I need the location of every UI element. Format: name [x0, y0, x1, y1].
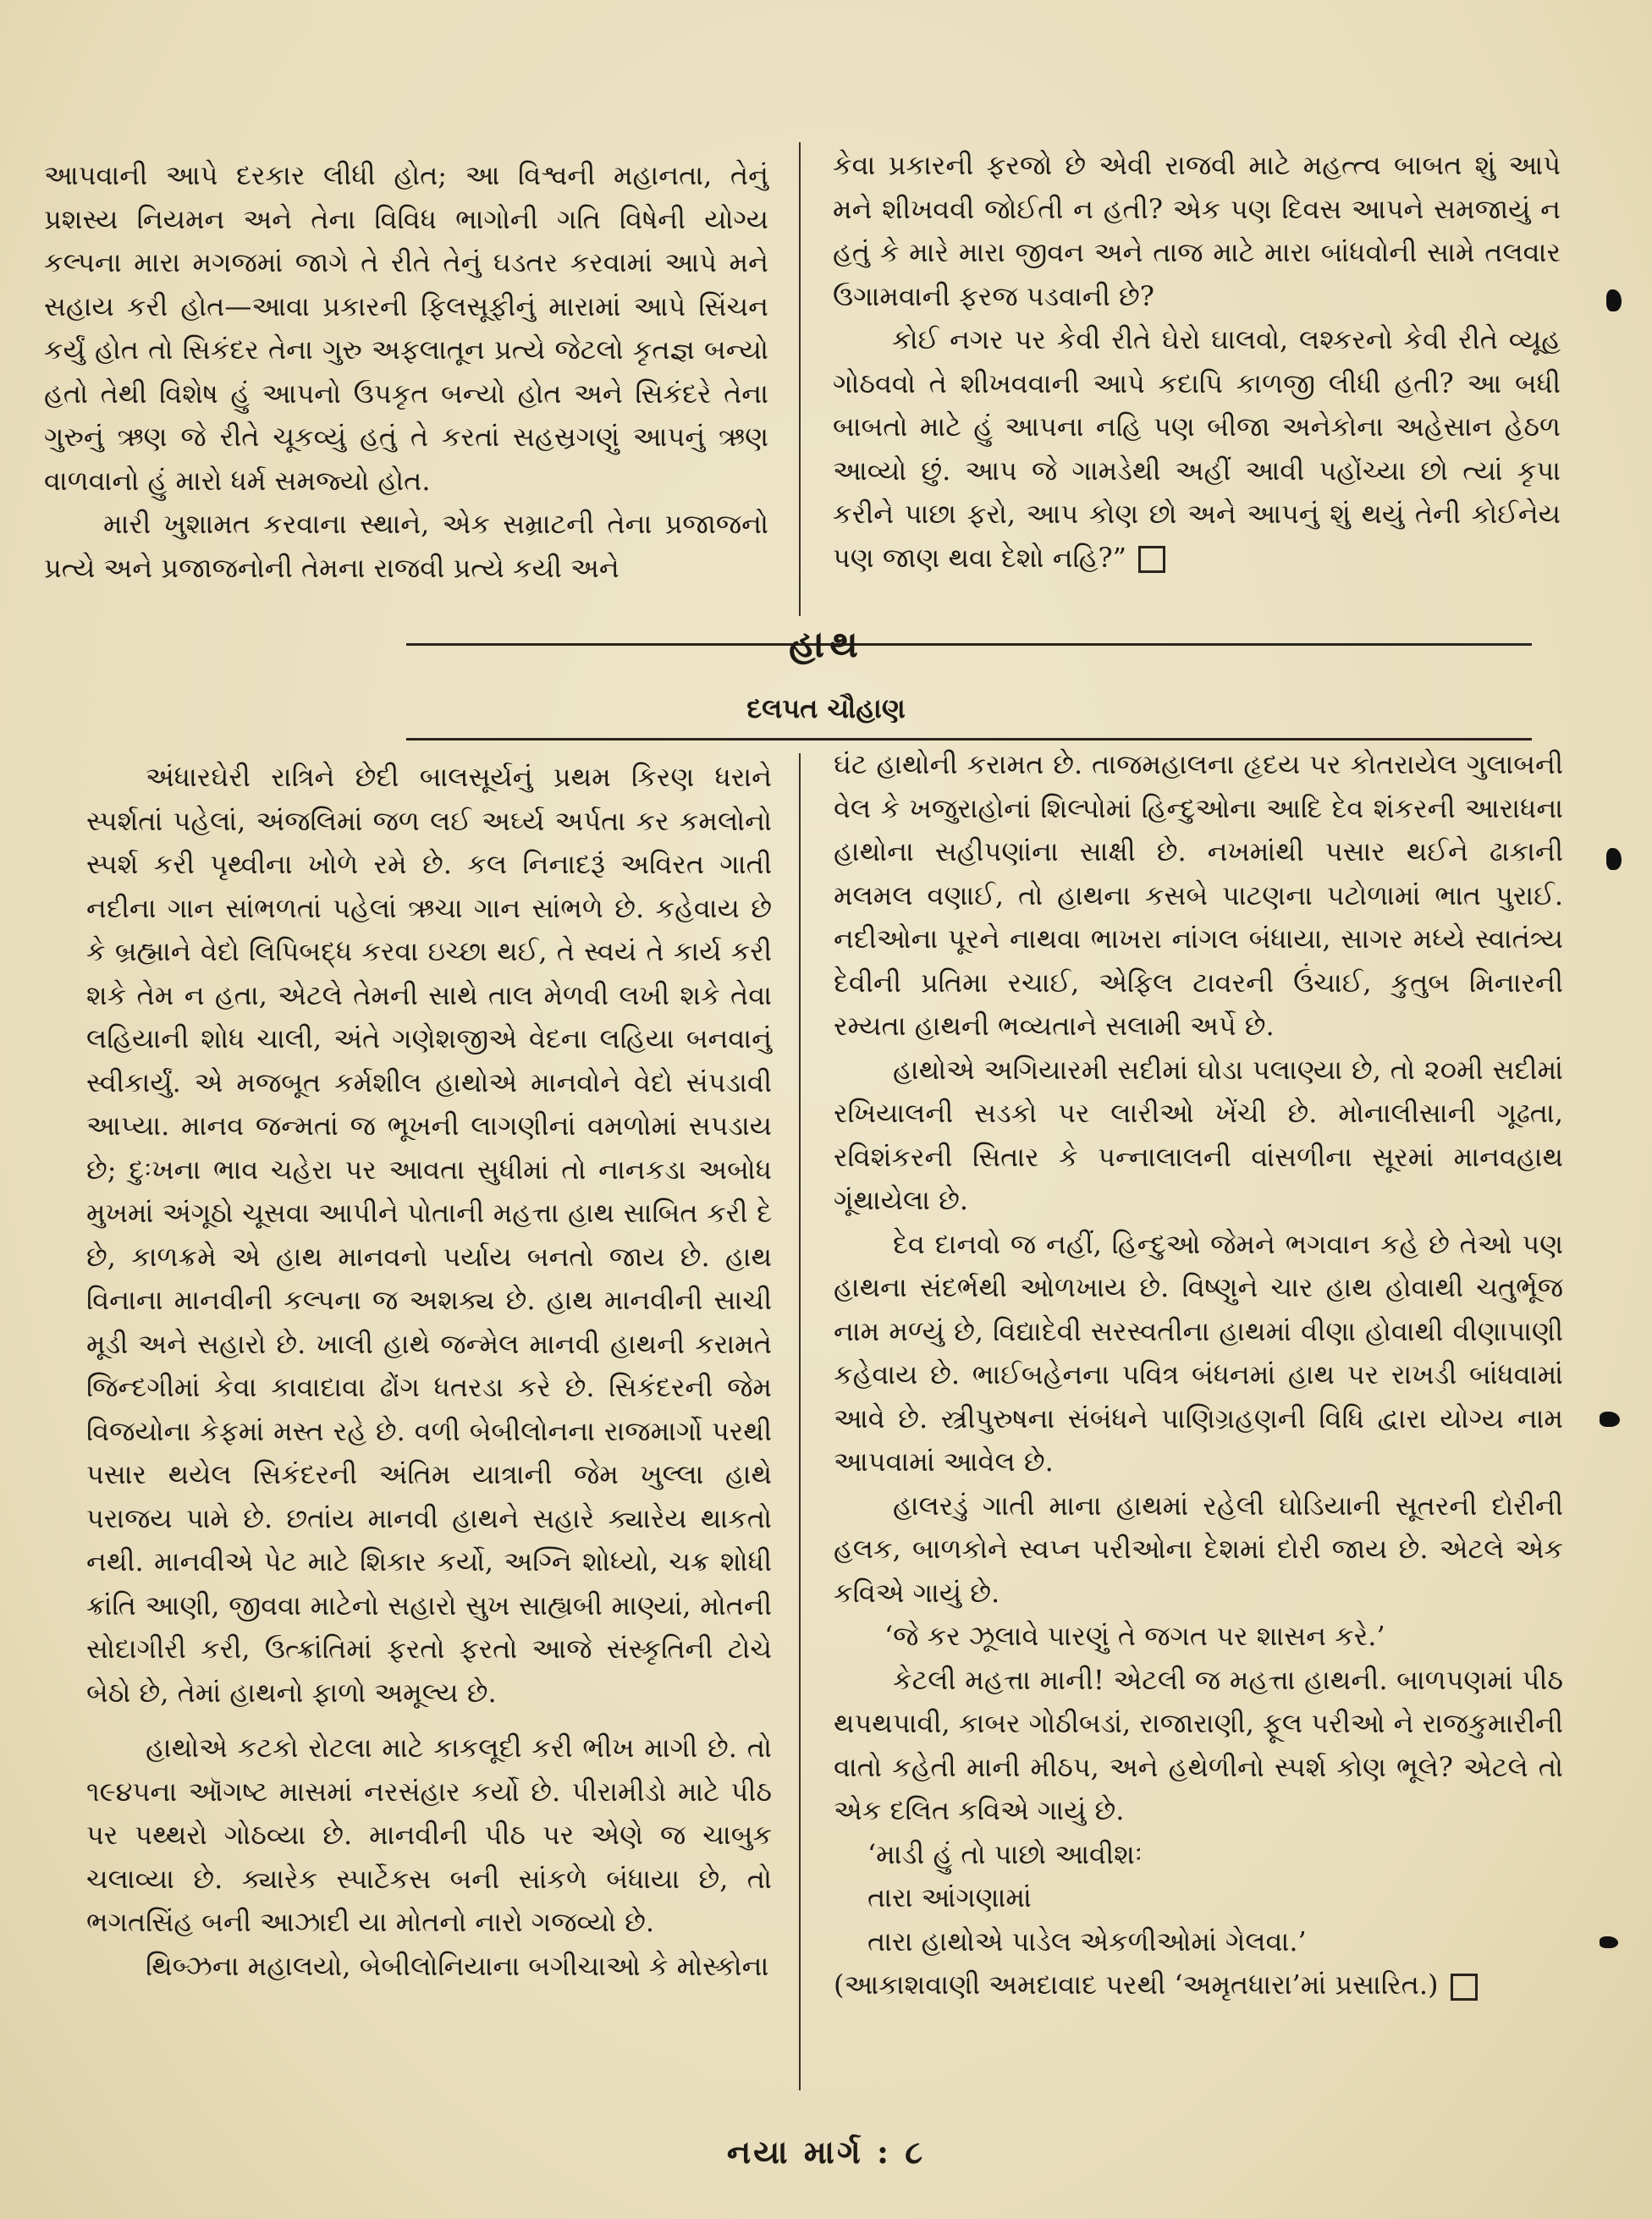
ink-mark: [1606, 848, 1622, 870]
paragraph: અંધારઘેરી રાત્રિને છેદી બાલસૂર્યનું પ્રથમ કિરણ ધરાને સ્પર્શતાં પહેલાં, અંજલિમાં જળ લઈ અર્ઘ્ય અર્પતા કર કમલોનો સ્પર્શ કરી પૃથ્વીના ખોળે રમે છે. કલ નિનાદરૂં અવિરત ગાતી નદીના ગાન સાંભળતાં પહેલાં ઋચા ગાન સાંભળે છે. કહેવાય છે કે બ્રહ્માને વેદો લિપિબદ્ધ કરવા ઇચ્છા થઈ, તે સ્વયં તે કાર્ય કરી શકે તેમ ન હતા, એટલે તેમની સાથે તાલ મેળવી લખી શકે તેવા લહિયાની શોધ ચાલી, અંતે ગણેશજીએ વેદના લહિયા બનવાનું સ્વીકાર્યું. એ મજબૂત કર્મશીલ હાથોએ માનવોને વેદો સંપડાવી આપ્યા. માનવ જન્મતાં જ ભૂખની લાગણીનાં વમળોમાં સપડાય છે; દુઃખના ભાવ ચહેરા પર આવતા સુધીમાં તો નાનકડા અબોધ મુખમાં અંગૂઠો ચૂસવા આપીને પોતાની મહત્તા હાથ સાબિત કરી દે છે, કાળક્રમે એ હાથ માનવનો પર્યાય બનતો જાય છે. હાથ વિનાના માનવીની કલ્પના જ અશક્ય છે. હાથ માનવીની સાચી મૂડી અને સહારો છે. ખાલી હાથે જન્મેલ માનવી હાથની કરામતે જિન્દગીમાં કેવા કાવાદાવા ઢોંગ ધતરડા કરે છે. સિકંદરની જેમ વિજયોના કેફમાં મસ્ત રહે છે. વળી બેબીલોનના રાજમાર્ગો પરથી પસાર થયેલ સિકંદરની અંતિમ યાત્રાની જેમ ખુલ્લા હાથે પરાજય પામે છે. છતાંય માનવી હાથને સહારે ક્યારેય થાકતો નથી. માનવીએ પેટ માટે શિકાર કર્યો, અગ્નિ શોધ્યો, ચક્ર શોધી ક્રાંતિ આણી, જીવવા માટેનો સહારો સુખ સાહ્યબી માણ્યાં, મોતની સોદાગીરી કરી, ઉત્ક્રાંતિમાં ફરતો ફરતો આજે સંસ્કૃતિની ટોચે બેઠો છે, તેમાં હાથનો ફાળો અમૂલ્ય છે.: [86, 761, 772, 1709]
paragraph: ઘંટ હાથોની કરામત છે. તાજમહાલના હૃદય પર કોતરાયેલ ગુલાબની વેલ કે ખજુરાહોનાં શિલ્પોમાં હિન્દુઓના આદિ દેવ શંકરની આરાધના હાથોના સહીપણાંના સાક્ષી છે. નખમાંથી પસાર થઈને ઢાકાની મલમલ વણાઈ, તો હાથના કસબે પાટણના પટોળામાં ભાત પુરાઈ. નદીઓના પૂરને નાથવા ભાખરા નાંગલ બંધાયા, સાગર મધ્યે સ્વાતંત્ર્ય દેવીની પ્રતિમા રચાઈ, એફિલ ટાવરની ઉંચાઈ, કુતુબ મિનારની રમ્યતા હાથની ભવ્યતાને સલામી અર્પે છે.: [834, 748, 1563, 1042]
broadcast-credit: [834, 1963, 1563, 2007]
bottom-right-column: [834, 743, 1563, 2007]
quote-line: ‘જે કર ઝૂલાવે પારણું તે જગત પર શાસન કરે.’: [884, 1620, 1385, 1652]
paragraph: આપવાની આપે દરકાર લીધી હોત; આ વિશ્વની મહાનતા, તેનું પ્રશસ્ય નિયમન અને તેના વિવિધ ભાગોની ગતિ વિષેની યોગ્ય કલ્પના મારા મગજમાં જાગે તે રીતે તેનું ઘડતર કરવામાં આપે મને સહાય કરી હોત—આવા પ્રકારની ફિલસૂફીનું મારામાં આપે સિંચન કર્યું હોત તો સિકંદર તેના ગુરુ અફલાતૂન પ્રત્યે જેટલો કૃતજ્ઞ બન્યો હતો તેથી વિશેષ હું આપનો ઉપકૃત બન્યો હોત અને સિકંદરે તેના ગુરુનું ઋણ જે રીતે ચૂકવ્યું હતું તે કરતાં સહસ્રગણું આપનું ઋણ વાળવાનો હું મારો ધર્મ સમજ્યો હોત.: [44, 159, 768, 497]
article-author: દલપત ચૌહાણ: [746, 692, 906, 724]
paragraph-with-end-mark: [833, 318, 1561, 580]
paragraph: થિબ્ઝના મહાલયો, બેબીલોનિયાના બગીચાઓ કે મોસ્કોના: [146, 1949, 769, 1982]
top-right-column: [833, 144, 1561, 580]
end-of-article-box: [1451, 1974, 1478, 2001]
poem-line: તારા આંગણામાં: [867, 1881, 1032, 1913]
paragraph-text: કોઈ નગર પર કેવી રીતે ઘેરો ઘાલવો, લશ્કરનો કેવી રીતે વ્યૂહ ગોઠવવો તે શીખવવાની આપે કદાપિ કાળજી લીધી હતી? આ બધી બાબતો માટે હું આપના નહિ પણ બીજા અનેકોના અહેસાન હેઠળ આવ્યો છું. આપ જે ગામડેથી અહીં આવી પહોંચ્યા છો ત્યાં કૃપા કરીને પાછા ફરો, આપ કોણ છો અને આપનું શું થયું તેની કોઈનેય પણ જાણ થવા દેશો નહિ?”: [833, 323, 1561, 574]
paragraph: કેટલી મહત્તા માની! એટલી જ મહત્તા હાથની. બાળપણમાં પીઠ થપથપાવી, કાબર ગોઠીબડાં, રાજારાણી, ફૂલ પરીઓ ને રાજકુમારીની વાતો કહેતી માની મીઠપ, અને હથેળીનો સ્પર્શ કોણ ભૂલે? એટલે તો એક દલિત કવિએ ગાયું છે.: [834, 1663, 1563, 1826]
top-left-column: [44, 154, 768, 590]
paragraph: દેવ દાનવો જ નહીં, હિન્દુઓ જેમને ભગવાન કહે છે તેઓ પણ હાથના સંદર્ભથી ઓળખાય છે. વિષ્ણુને ચાર હાથ હોવાથી ચતુર્ભૂજ નામ મળ્યું છે, વિદ્યાદેવી સરસ્વતીના હાથમાં વીણા હોવાથી વીણાપાણી કહેવાય છે. ભાઈબહેનના પવિત્ર બંધનમાં હાથ પર રાખડી બાંધવામાં આવે છે. સ્ત્રીપુરુષના સંબંધને પાણિગ્રહણની વિધિ દ્વારા યોગ્ય નામ આપવામાં આવેલ છે.: [834, 1227, 1563, 1478]
end-of-article-box: [1138, 546, 1165, 573]
column-divider: [799, 142, 801, 616]
poem-line: તારા હાથોએ પાડેલ એકળીઓમાં ગેલવા.’: [867, 1924, 1307, 1957]
paragraph: કેવા પ્રકારની ફરજો છે એવી રાજવી માટે મહત્ત્વ બાબત શું આપે મને શીખવવી જોઈતી ન હતી? એક પણ દિવસ આપને સમજાયું ન હતું કે મારે મારા જીવન અને તાજ માટે મારા બાંધવોની સામે તલવાર ઉગામવાની ફરજ પડવાની છે?: [833, 149, 1561, 312]
credit-text: (આકાશવાણી અમદાવાદ પરથી ‘અમૃતધારા’માં પ્રસારિત.): [834, 1968, 1439, 2001]
ink-mark: [1600, 1412, 1620, 1427]
poem-line: ‘માડી હું તો પાછો આવીશઃ: [867, 1837, 1143, 1870]
ink-mark: [1606, 289, 1622, 311]
page-footer: નયા માર્ગ : ૮: [726, 2133, 926, 2171]
paragraph: હાલરડું ગાતી માના હાથમાં રહેલી ઘોડિયાની સૂતરની દોરીની હલક, બાળકોને સ્વપ્ન પરીઓના દેશમાં દોરી જાય છે. એટલે એક કવિએ ગાયું છે.: [834, 1489, 1563, 1609]
article-title: હાથ: [789, 623, 863, 666]
bottom-left-column: [86, 756, 772, 1988]
column-divider: [799, 753, 801, 2090]
paragraph: મારી ખુશામત કરવાના સ્થાને, એક સમ્રાટની તેના પ્રજાજનો પ્રત્યે અને પ્રજાજનોની તેમના રાજવી પ્રત્યે કયી અને: [44, 508, 768, 584]
paragraph: હાથોએ અગિયારમી સદીમાં ઘોડા પલાણ્યા છે, તો ૨૦મી સદીમાં રખિયાલની સડકો પર લારીઓ ખેંચી છે. મોનાલીસાની ગૂઢતા, રવિશંકરની સિતાર કે પન્નાલાલની વાંસળીના સૂરમાં માનવહાથ ગૂંથાયેલા છે.: [834, 1053, 1563, 1216]
paragraph: હાથોએ કટકો રોટલા માટે કાકલૂદી કરી ભીખ માગી છે. તો ૧૯૪૫ના ઑગષ્ટ માસમાં નરસંહાર કર્યો છે. પીરામીડો માટે પીઠ પર પથ્થરો ગોઠવ્યા છે. માનવીની પીઠ પર એણે જ ચાબુક ચલાવ્યા છે. ક્યારેક સ્પાર્ટેકસ બની સાંકળે બંધાયા છે, તો ભગતસિંહ બની આઝાદી યા મોતનો નારો ગજવ્યો છે.: [86, 1732, 772, 1938]
title-rule-bottom: [406, 738, 1532, 741]
ink-mark: [1600, 1936, 1618, 1948]
